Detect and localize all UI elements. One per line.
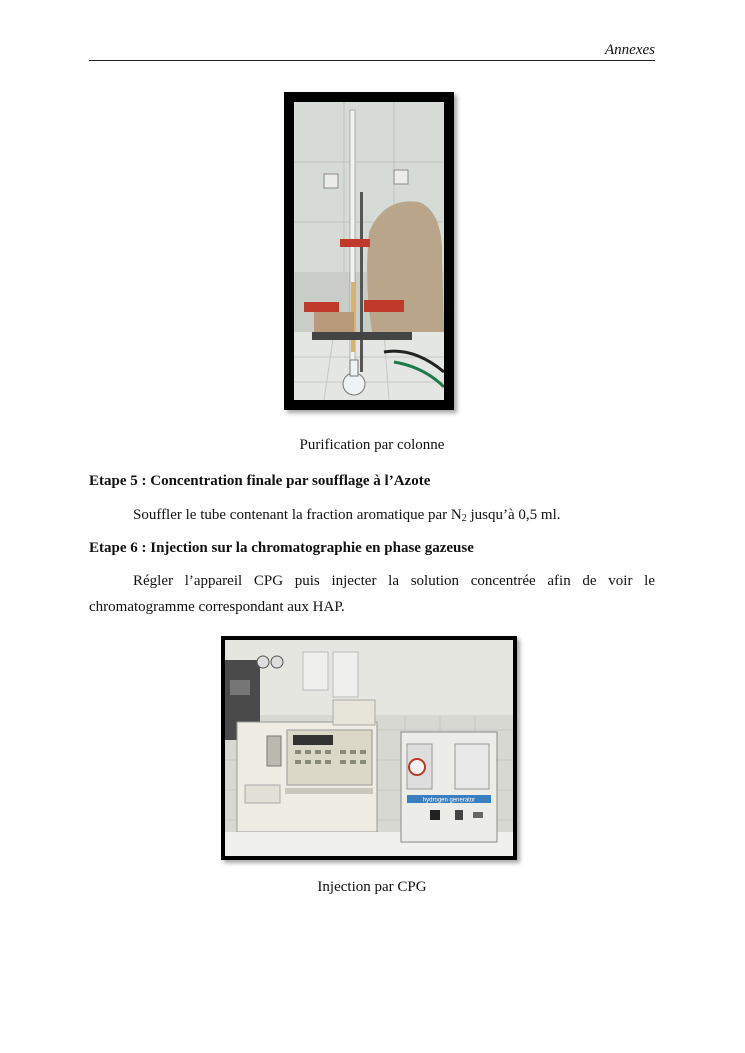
step-6-heading: Etape 6 : Injection sur la chromatographie en phase gazeuse (89, 540, 474, 556)
generator-label: hydrogen generator (422, 797, 476, 804)
step-5-text (89, 507, 655, 524)
step-5-text-before: Souffler le tube contenant la fraction aromatique par N (133, 507, 462, 523)
step-5-heading: Etape 5 : Concentration finale par soufflage à l’Azote (89, 473, 431, 489)
gc-photo-frame (221, 636, 517, 860)
column-photo-frame (284, 92, 454, 410)
header-title: Annexes (605, 42, 655, 58)
page-header (89, 42, 655, 61)
step-5-subscript: 2 (461, 513, 467, 524)
step-6-text: Régler l’appareil CPG puis injecter la solution concentrée afin de voir le chromatogramme correspondant aux HAP. (89, 573, 655, 615)
gc-photo-image (225, 640, 513, 856)
figure-caption-gc: Injection par CPG (317, 879, 427, 895)
column-photo (294, 102, 444, 400)
gc-photo (225, 640, 513, 856)
column-photo-image (294, 102, 444, 400)
figure-caption-column: Purification par colonne (299, 437, 445, 453)
step-5-text-after: jusqu’à 0,5 ml. (466, 507, 561, 523)
